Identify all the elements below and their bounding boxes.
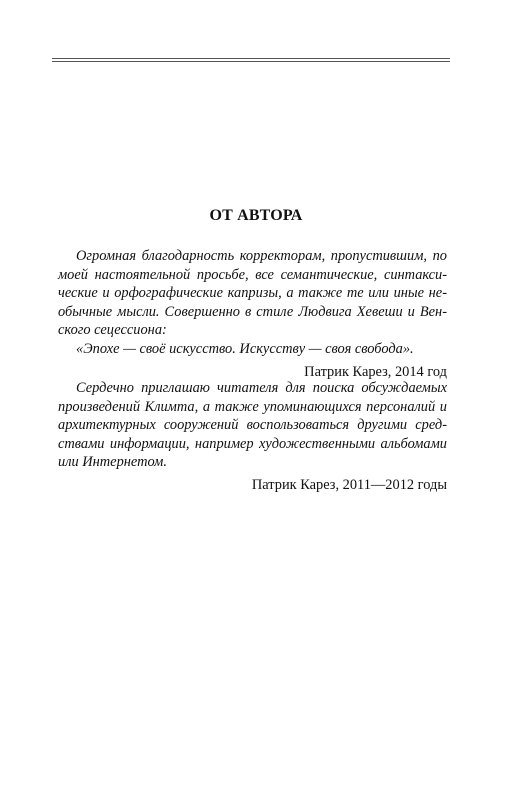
page-title: ОТ АВТОРА — [209, 207, 303, 224]
epigraph-quote: «Эпохе — своё искусство. Искусству — своя свобода». — [76, 340, 414, 357]
header-rule-bottom — [52, 61, 450, 62]
acknowledgement-paragraph: Огромная благодарность корректорам, пропустившим, по моей настоятельной просьбе, все семантические, синтаксические и орфографические капризы, а также те или иные необычные мысли. Совершенно в стиле Людвига Хевеши и Венского сецессиона: — [58, 248, 447, 339]
invitation-section — [58, 379, 447, 495]
acknowledgement-section — [58, 247, 447, 381]
header-rule-top — [52, 58, 450, 59]
signature-2011-2012: Патрик Карез, 2011—2012 годы — [251, 476, 447, 493]
invitation-paragraph: Сердечно приглашаю читателя для поиска обсуждаемых произведений Климта, а также упоминающихся персоналий и архитектурных сооружений воспользоваться другими средствами информации, например художественными альбомами или Интернетом. — [58, 380, 447, 471]
signature-2014: Патрик Карез, 2014 год — [304, 363, 447, 380]
